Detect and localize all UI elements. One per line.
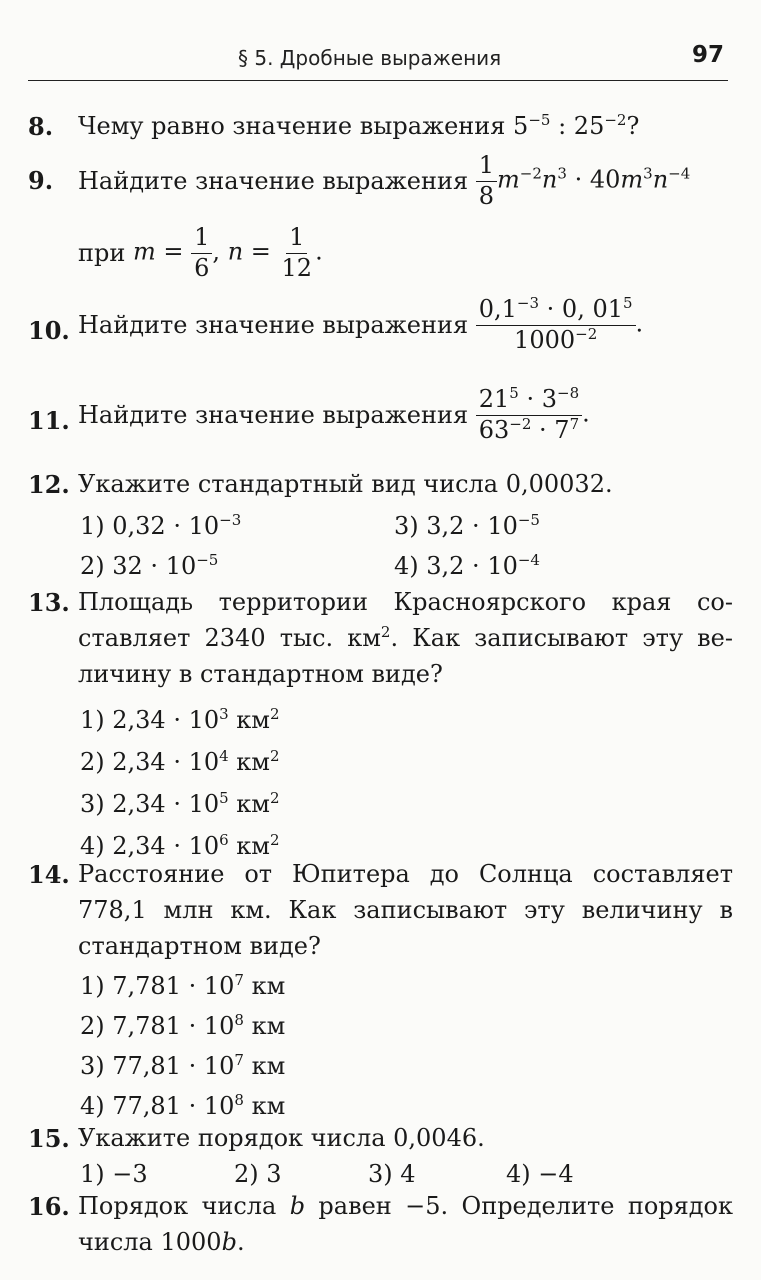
problem-text: Чему равно значение выражения $5^{-5}$ : $25^{-2}$?	[78, 111, 640, 140]
problem-text: Укажите стандартный вид числа 0,00032.	[78, 470, 613, 498]
answer-option: 3) $77,81 \cdot 10^7$ км	[80, 1051, 286, 1080]
answer-option: 1) −3	[80, 1160, 148, 1188]
answer-option: 4) $77,81 \cdot 10^8$ км	[80, 1091, 286, 1120]
expression: $\frac{21^5 \cdot 3^{-8}}{63^{-2} \cdot 7^7}$	[476, 386, 582, 444]
answer-option: 4) $2,34 \cdot 10^6$ $км^2$	[80, 831, 280, 860]
problem-text-line: Расстояние от Юпитера до Солнца составляет	[78, 860, 733, 888]
problem-number: 14.	[28, 860, 70, 889]
problem-12	[28, 470, 733, 588]
problem-number: 10.	[28, 316, 70, 345]
problem-16	[28, 1192, 733, 1264]
problem-14	[28, 860, 733, 1124]
answer-option: 3) $2,34 \cdot 10^5$ $км^2$	[80, 789, 280, 818]
expression: $\frac{1}{8}$	[476, 152, 497, 210]
answer-option: 3) $3,2 \cdot 10^{-5}$	[394, 511, 540, 540]
running-head	[28, 40, 728, 81]
problem-13	[28, 588, 733, 858]
condition: при m = $\frac{1}{6}$ , n = $\frac{1}{12}$ .	[78, 223, 323, 282]
answer-option: 2) $2,34 \cdot 10^4$ $км^2$	[80, 747, 280, 776]
problem-text-line: стандартном виде?	[78, 932, 321, 960]
problem-text-line: ставляет 2340 тыс. $км^2$. Как записывают эту ве-	[78, 623, 733, 652]
problem-text-line: Порядок числа b равен −5. Определите порядок	[78, 1192, 733, 1220]
answer-option: 2) $32 \cdot 10^{-5}$	[80, 551, 219, 580]
section-title: § 5. Дробные выражения	[238, 46, 502, 70]
expression: $\frac{0,1^{-3} \cdot 0, 01^5}{1000^{-2}}$	[476, 296, 636, 354]
problem-text-line: 778,1 млн км. Как записывают эту величину в	[78, 896, 733, 924]
answer-option: 4) −4	[506, 1160, 574, 1188]
problem-text: Найдите значение выражения $\frac{1}{8}$ $m^{-2}n^3 \cdot 40m^3n^{-4}$	[78, 151, 691, 210]
problem-number: 9.	[28, 166, 54, 195]
answer-option: 1) $2,34 \cdot 10^3$ $км^2$	[80, 705, 280, 734]
problem-number: 12.	[28, 470, 70, 499]
problem-8	[28, 112, 733, 148]
answer-option: 4) $3,2 \cdot 10^{-4}$	[394, 551, 540, 580]
problem-15	[28, 1124, 733, 1190]
answer-option: 1) $7,781 \cdot 10^7$ км	[80, 971, 286, 1000]
problem-number: 15.	[28, 1124, 70, 1153]
answer-option: 3) 4	[368, 1160, 416, 1188]
answer-option: 2) $7,781 \cdot 10^8$ км	[80, 1011, 286, 1040]
answer-option: 2) 3	[234, 1160, 282, 1188]
problem-number: 8.	[28, 112, 54, 141]
problem-text: Укажите порядок числа 0,0046.	[78, 1124, 485, 1152]
problem-number: 16.	[28, 1192, 70, 1221]
problem-11	[28, 386, 733, 466]
problem-text-line: Площадь территории Красноярского края со-	[78, 588, 733, 616]
problem-text-line: личину в стандартном виде?	[78, 660, 443, 688]
problem-text-line: числа 1000b.	[78, 1228, 245, 1256]
problem-9	[28, 152, 733, 292]
answer-option: 1) $0,32 \cdot 10^{-3}$	[80, 511, 242, 540]
page-number: 97	[691, 42, 724, 68]
problem-text: Найдите значение выражения $\frac{0,1^{-3} \cdot 0, 01^5}{1000^{-2}}$ .	[78, 294, 644, 354]
problem-text: Найдите значение выражения $\frac{21^5 \cdot 3^{-8}}{63^{-2} \cdot 7^7}$ .	[78, 384, 590, 444]
problem-number: 13.	[28, 588, 70, 617]
problem-10	[28, 296, 733, 376]
problem-number: 11.	[28, 406, 70, 435]
